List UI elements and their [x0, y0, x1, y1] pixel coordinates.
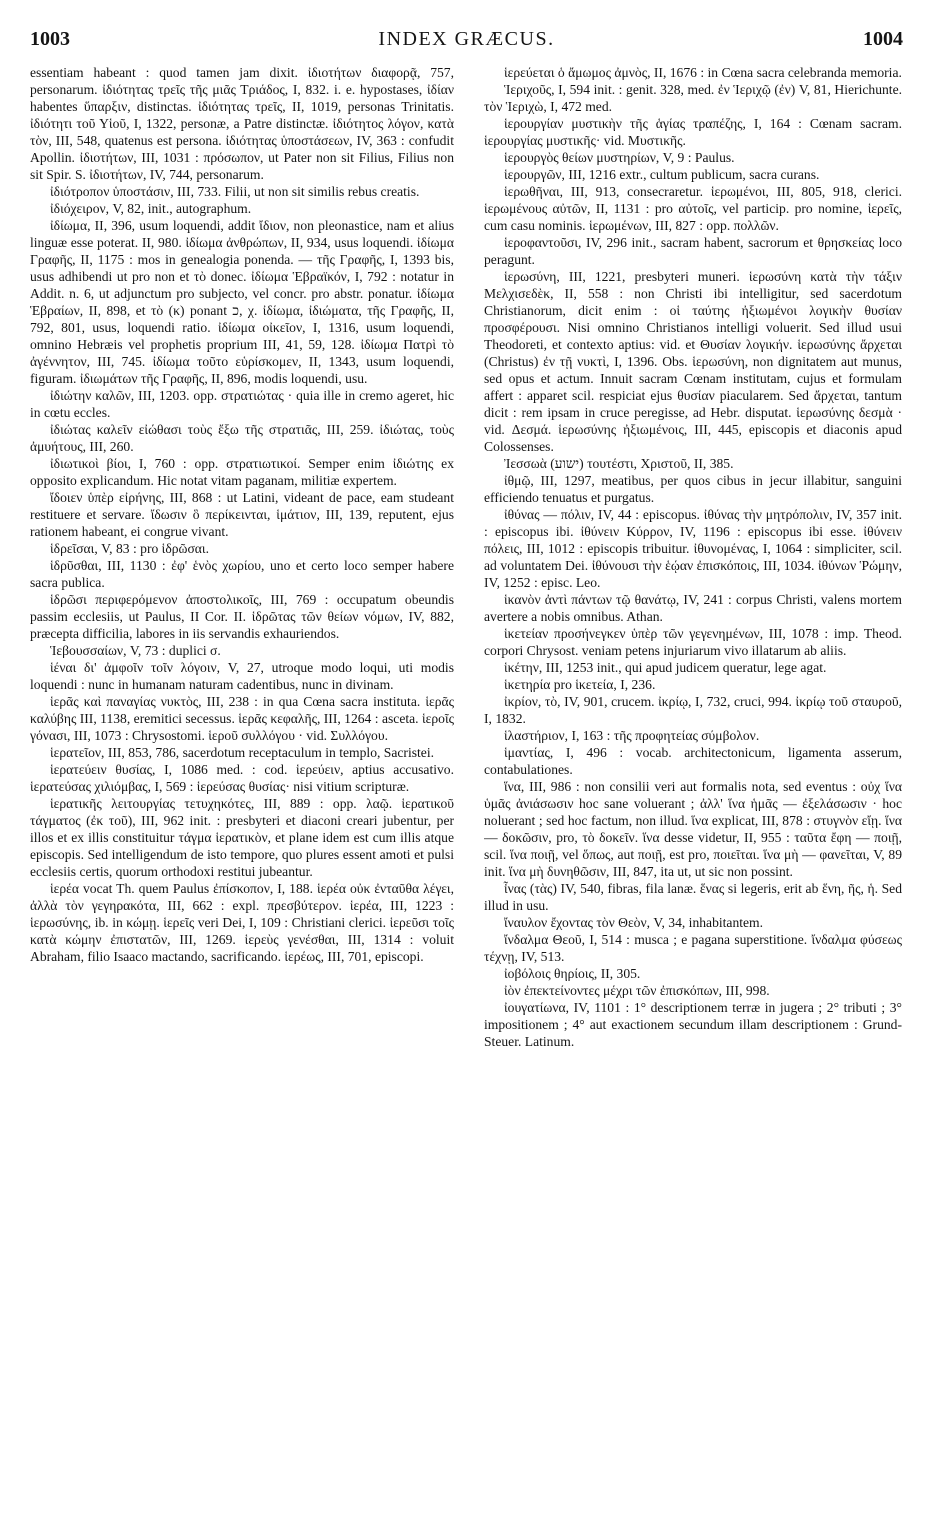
index-entry: ἰοβόλοις θηρίοις, II, 305. — [504, 966, 641, 981]
index-entry: ἰδίωμα, II, 396, usum loquendi, addit ἴδιον, non pleonastice, nam et alius linguæ esse poterat. II, 980. ἰδίωμα ἀνθρώπων, II, 934, usus loquendi. ἰδίωμα Γραφῆς, II, 1175 : mos in genealogia ponenda. — τῆς Γραφῆς, I, 1393 bis, usus adhibendi ut pro non et τὸ donec. ἰδίωμα Ἑβραϊκόν, I, 792 : notatur in Addit. n. 6, ut adjunctum pro subjecto, vel concr. pro abstr. ponatur. ἰδίωμα Ἑβραίων, II, 898, et τὸ (κ) ponant כ, χ. ἰδίωμα, ἰδιώματα, τῆς Γραφῆς, II, 792, 801, usus, loquendi ratio. ἰδίωμα οἰκεῖον, I, 1316, usum loquendi, omnino Hebræis vel prophetis proprium III, 41, 59, 128. ἰδίωμα Πατρὶ τὸ ἀγέννητον, III, 745. ἰδίωμα τοῦτο εὑρίσκομεν, II, 1343, usum loquendi, figuram. ἰδιωμάτων τῆς Γραφῆς, II, 896, modis loquendi, usu. — [30, 218, 454, 386]
index-entry: ἱερατικῆς λειτουργίας τετυχηκότες, III, 889 : opp. λαῷ. ἱερατικοῦ τάγματος (ἐκ τοῦ), III, 962 init. : presbyteri et diaconi creari jubentur, per illos et ex illis constituitur τάγμα ἱερατικὸν, et plane idem est cum illis atque episcopis. Sed intelligendum de isto tempore, quo plures essent amoti et pulsi ecclesiis certis, quorum orthodoxi restitui jubeantur. — [30, 796, 454, 879]
index-entry: ἰκρίον, τὸ, IV, 901, crucem. ἰκρίῳ, I, 732, cruci, 994. ἰκρίῳ τοῦ σταυροῦ, I, 1832. — [484, 694, 902, 726]
index-entry: ἱδρεῖσαι, V, 83 : pro ἱδρῶσαι. — [50, 541, 209, 556]
index-entry: ἱερεύεται ὁ ἄμωμος ἀμνὸς, II, 1676 : in Cœna sacra celebranda memoria. — [504, 65, 902, 80]
index-entry: ἰδιόχειρον, V, 82, init., autographum. — [50, 201, 252, 216]
index-entry: ἱερουργίαν μυστικὴν τῆς ἁγίας τραπέζης, I, 164 : Cœnam sacram. ἱερουργίας μυστικῆς· vid. Μυστικῆς. — [484, 116, 902, 148]
page-header — [30, 28, 903, 58]
index-entry: ἱερέα vocat Th. quem Paulus ἐπίσκοπον, I, 188. ἱερέα οὐκ ἐνταῦθα λέγει, ἀλλὰ τὸν γεγηρακότα, III, 662 : expl. πρεσβύτερον. ἱερέα, III, 1223 : ἱερωσύνης, ib. in κώμῃ. ἱερεῖς veri Dei, I, 109 : Christiani clerici. ἱερεῦσι τοῖς κατὰ κώμην ἐπιστατῶν, III, 1269. ἱερεὺς γενέσθαι, III, 1314 : voluit Abraham, filio Isaaco mactando, sacrificando. ἱερέως, III, 701, episcopi. — [30, 881, 454, 964]
index-entry: ἱεροφαντοῦσι, IV, 296 init., sacram habent, sacrorum et θρησκείας loco peragunt. — [484, 235, 902, 267]
index-entry: ἰδιωτικοὶ βίοι, I, 760 : opp. στρατιωτικοί. Semper enim ἰδιώτης ex opposito explicandum. Hic notat vitam paganam, militiæ expertem. — [30, 456, 454, 488]
index-entry: ἰδιότροπον ὑποστάσιν, III, 733. Filii, ut non sit similis rebus creatis. — [50, 184, 420, 199]
index-entry: ἴναυλον ἔχοντας τὸν Θεὸν, V, 34, inhabitantem. — [504, 915, 764, 930]
index-entry: ἱερᾶς καὶ παναγίας νυκτὸς, III, 238 : in qua Cœna sacra instituta. ἱερᾶς καλύβης III, 1138, eremitici secessus. ἱερᾶς κεφαλῆς, III, 1264 : asceta. ἱεροῖς γόνασι, III, 1073 : Chrysostomi. ἱεροῦ συλλόγου · vid. Συλλόγου. — [30, 694, 454, 743]
index-entry: ἱερουργὸς θείων μυστηρίων, V, 9 : Paulus. — [504, 150, 735, 165]
index-entry: ἱλαστήριον, I, 163 : τῆς προφητείας σύμβολον. — [504, 728, 760, 743]
page-number-right: 1004 — [863, 28, 903, 50]
index-entry: Ἰεσσωὰ (ישוע) τουτέστι, Χριστοῦ, II, 385. — [504, 456, 734, 471]
index-entry: ἰδιώτην καλῶν, III, 1203. opp. στρατιώτας · quia ille in cremo ageret, hic in cœtu eccles. — [30, 388, 454, 420]
index-entry: ἱκέτην, III, 1253 init., qui apud judicem queratur, lege agat. — [504, 660, 827, 675]
index-entry: ἱκετηρία pro ἱκετεία, I, 236. — [504, 677, 656, 692]
index-entry: ἰθμῷ, III, 1297, meatibus, per quos cibus in jecur illabitur, sanguini efficiendo tenuatus et purgatus. — [484, 473, 902, 505]
index-entry: ἱέναι δι' ἀμφοῖν τοῖν λόγοιν, V, 27, utroque modo loqui, uti modis loquendi : nunc in humanam naturam cadentibus, nunc in divinam. — [30, 660, 454, 692]
index-entry: Ἱεριχοῦς, I, 594 init. : genit. 328, med. ἐν Ἱεριχῷ (ἐν) V, 81, Hierichunte. τὸν Ἱεριχὼ, I, 472 med. — [484, 82, 902, 114]
index-entry: ἱκετείαν προσήνεγκεν ὑπὲρ τῶν γεγενημένων, III, 1078 : imp. Theod. corpori Chrysost. veniam petens injuriarum vivo illatarum ab aliis. — [484, 626, 902, 658]
index-entry: ἶνας (τὰς) IV, 540, fibras, fila lanæ. ἕνας si legeris, erit ab ἕνη, ῆς, ἡ. Sed illud in usu. — [484, 881, 902, 913]
running-title: INDEX GRÆCUS. — [378, 28, 555, 50]
index-entry: ἱδρῦσθαι, III, 1130 : ἐφ' ἑνὸς χωρίου, uno et certo loco semper habere sacra publica. — [30, 558, 454, 590]
index-entry: ἱερατεῖον, III, 853, 786, sacerdotum receptaculum in templo, Sacristei. — [50, 745, 434, 760]
index-entry: ἴνδαλμα Θεοῦ, I, 514 : musca ; e pagana superstitione. ἴνδαλμα φύσεως τέχνῃ, IV, 513. — [484, 932, 902, 964]
index-entry: ἱερουργῶν, III, 1216 extr., cultum publicum, sacra curans. — [504, 167, 820, 182]
right-column — [484, 64, 902, 1524]
index-entry: ἱκανὸν ἀντὶ πάντων τῷ θανάτῳ, IV, 241 : corpus Christi, valens mortem avertere a nobis omnibus. Athan. — [484, 592, 902, 624]
index-entry: ἰὸν ἐπεκτείνοντες μέχρι τῶν ἐπισκόπων, III, 998. — [504, 983, 770, 998]
index-entry: essentiam habeant : quod tamen jam dixit. ἰδιοτήτων διαφορᾷ, 757, personarum. ἰδιότητας τρεῖς τῆς μιᾶς Τριάδος, I, 832. i. e. hypostases, ἰδίαν habentes ὕπαρξιν, distinctas. ἰδιότητας τρεῖς, II, 1019, personas Trinitatis. ἰδιότητι τοῦ Υἱοῦ, I, 1322, personæ, a Patre distinctæ. ἰδιότητος λόγον, κατὰ τὸν, III, 548, quatenus est persona. ἰδιότητας ὑποστάσεων, IV, 363 : confudit Apollin. ἰδιοτήτων, III, 1031 : πρόσωπον, ut Pater non sit Filius, Filius non sit Spir. S. ἰδιοτήτων, IV, 744, personarum. — [30, 65, 454, 182]
index-entry: ἱερωσύνη, III, 1221, presbyteri muneri. ἱερωσύνη κατὰ τὴν τάξιν Μελχισεδὲκ, II, 558 : non Christi ibi intelligitur, sed sacerdotum Christianorum, dicit enim : οἱ ταύτης ἠξιωμένοι λογικὴν θυσίαν προσφέρουσι. Nisi omnino Christianos intelligi voluerit. Sed illud usui Theodoreti, et contexto aptius: vid. et Θυσίαν λογικήν. ἱερωσύνης ἄρχεται (Christus) ἐν τῇ νυκτὶ, I, 1396. Obs. ἱερωσύνη, non dignitatem aut munus, sed opus et actum. Innuit sacram Cœnam institutam, cujus et formulam affert : apparet scil. respiciat ejus θυσίαν piacularem. Sed ἄρχεται, tantum dicit : rem ipsam in cruce peregisse, ad Hebr. disputat. ἱερωσύνης δεσμὰ · vid. Δεσμά. ἱερωσύνης ἠξιωμένοις, III, 445, episcopis et diaconis apud Colossenses. — [484, 269, 902, 454]
index-entry: Ἱεβουσσαίων, V, 73 : duplici σ. — [50, 643, 221, 658]
index-entry: ἰθύνας — πόλιν, IV, 44 : episcopus. ἰθύνας τὴν μητρόπολιν, IV, 357 init. : episcopus ibi. ἰθύνειν Κύρρον, IV, 1196 : episcopus ibi esse. ἰθύνειν πόλεις, III, 1012 : episcopis tribuitur. ἰθυνομένας, I, 1064 : simpliciter, scil. ad voluntatem Dei. ἰθύνουσι τὴν ἑῴαν ἐπισκόποις, III, 1034. ἰθύνων Ῥώμην, IV, 1252 : episc. Leo. — [484, 507, 902, 590]
index-entry: ἰδιώτας καλεῖν εἰώθασι τοὺς ἔξω τῆς στρατιᾶς, III, 259. ἰδιώτας, τοὺς ἀμυήτους, III, 260. — [30, 422, 454, 454]
index-entry: ἱερατεύειν θυσίας, I, 1086 med. : cod. ἱερεύειν, aptius accusativo. ἱερατεύσας χιλιόμβας, I, 569 : ἱερεύσας θυσίας· nisi vitium scripturæ. — [30, 762, 454, 794]
index-entry: ἵνα, III, 986 : non consilii veri aut formalis nota, sed eventus : οὐχ ἵνα ὑμᾶς ἀνιάσωσιν hoc sane voluerant ; ἀλλ' ἵνα ἡμᾶς — ἐξελάσωσιν · hoc noluerant ; sed hoc factum, non illud. ἵνα explicat, III, 878 : στυγνὸν εἴῃ. ἵνα — δοκῶσιν, pro, τὸ δοκεῖν. ἵνα desse videtur, II, 955 : ταῦτα ἔφη — ποιῇ, scil. ἵνα ποιῇ, vel ὅπως, aut ποιῇ, est pro, ποιεῖται. ἵνα μὴ — φανεῖται, V, 89 init. ἵνα μὴ δυνηθῶσιν, III, 847, ita ut, ut sic non possint. — [484, 779, 902, 879]
index-entry: ἱδρῶσι περιφερόμενον ἀποστολικοῖς, III, 769 : occupatum obeundis passim ecclesiis, ut Paulus, II Cor. II. ἱδρῶτας τῶν θείων νόμων, IV, 882, præcepta difficilia, labores in iis servandis exhauriendos. — [30, 592, 454, 641]
left-column — [30, 64, 454, 1524]
index-entry: ἱερωθῆναι, III, 913, consecraretur. ἱερωμένοι, III, 805, 918, clerici. ἱερωμένους αὐτῶν, II, 1131 : pro αὐτοῖς, vel particip. pro nomine, ἱερεῖς, cum casu nominis. ἱερωμένων, III, 827 : opp. πολλῶν. — [484, 184, 902, 233]
index-entry: ἰουγατίωνα, IV, 1101 : 1° descriptionem terræ in jugera ; 2° tributi ; 3° impositionem ; 4° aut exactionem secundum illam descriptionem : Grund-Steuer. Latinum. — [484, 1000, 902, 1049]
index-entry: ἴδοιεν ὑπὲρ εἰρήνης, III, 868 : ut Latini, videant de pace, eam studeant restituere et servare. ἴδωσιν ὃ περίκεινται, ἱμάτιον, III, 139, reputent, ejus rationem habeant, ei congrue vivant. — [30, 490, 454, 539]
index-entry: ἱμαντίας, I, 496 : vocab. architectonicum, ligamenta asserum, contabulationes. — [484, 745, 902, 777]
page-number-left: 1003 — [30, 28, 70, 50]
